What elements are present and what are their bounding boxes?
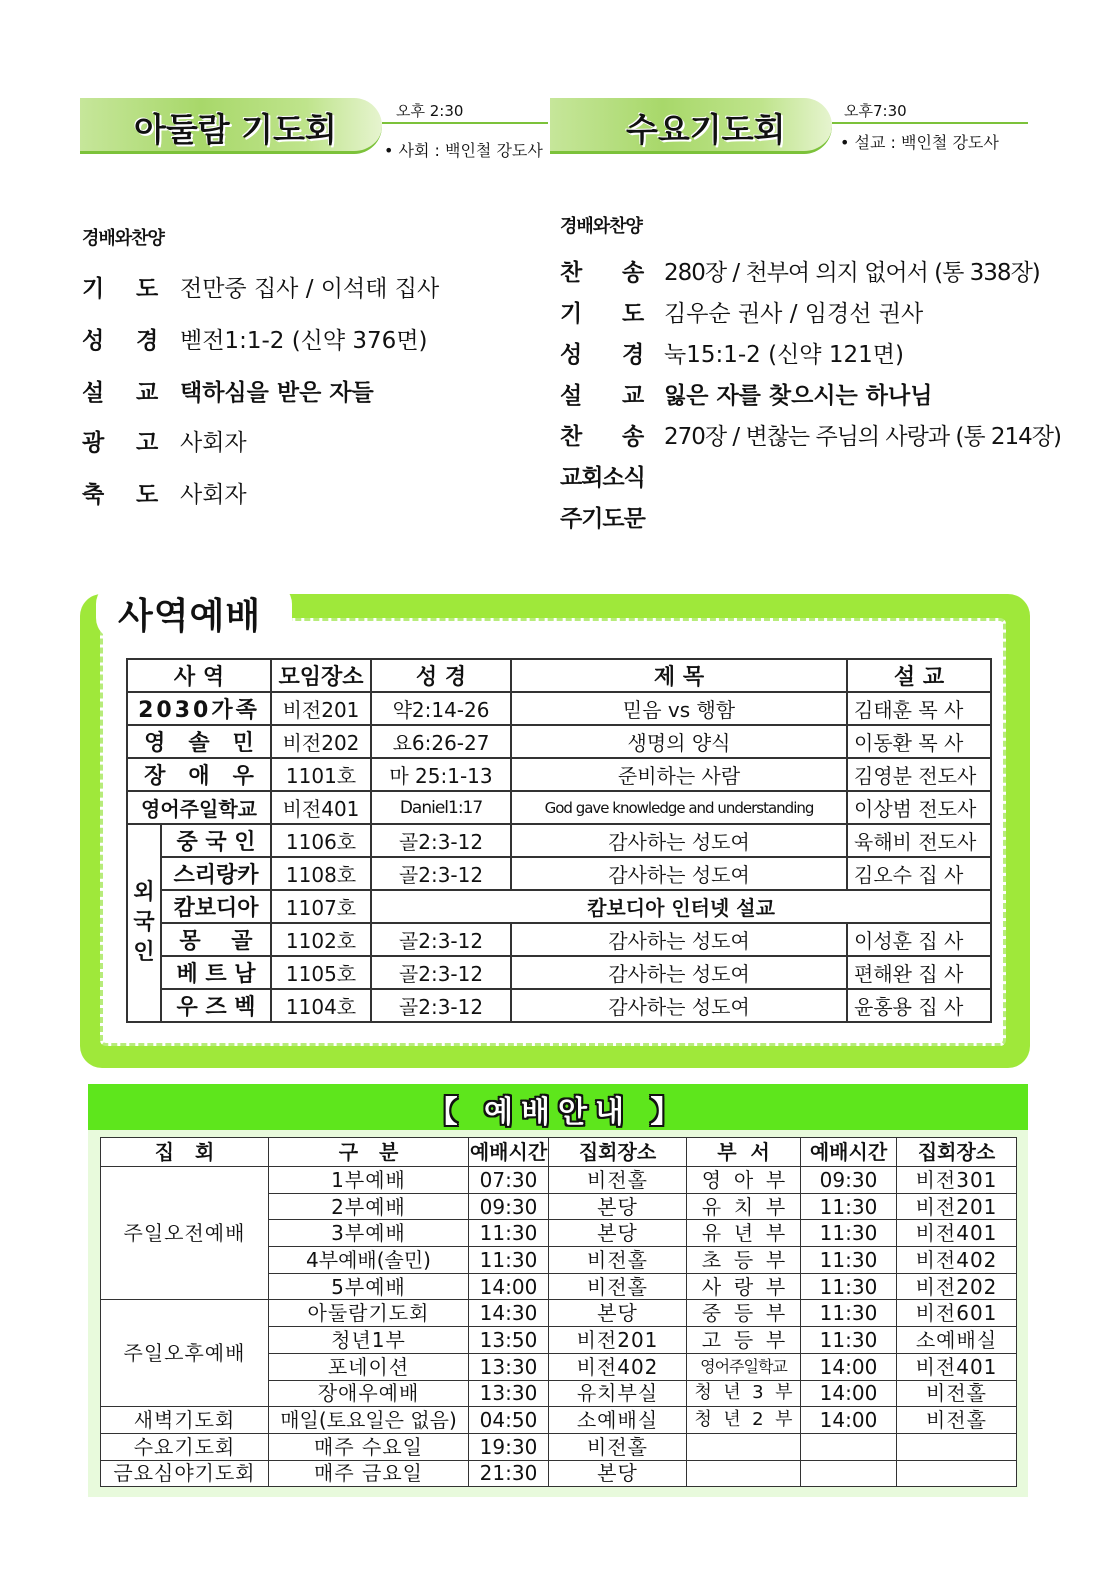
ministry-room: 1101호 xyxy=(271,758,371,791)
ministry-preacher: 이동환 목 사 xyxy=(847,725,991,758)
table-row xyxy=(127,725,991,758)
item-key: 경 xyxy=(622,342,645,368)
item-key: 도 xyxy=(622,301,645,327)
dept-place: 비전601 xyxy=(897,1300,1017,1327)
ministry-verse: 골2:3-12 xyxy=(371,824,511,857)
service-place: 비전201 xyxy=(549,1327,687,1354)
service-place: 비전홀 xyxy=(549,1247,687,1274)
item-value: 사회자 xyxy=(180,430,247,456)
dept-name: 유 년 부 xyxy=(687,1220,801,1247)
service-time: 09:30 xyxy=(469,1193,549,1220)
col-header: 구 분 xyxy=(269,1138,469,1167)
adoration-time: 오후 2:30 xyxy=(396,102,464,120)
dept-time: 14:00 xyxy=(801,1407,897,1434)
col-header: 집 회 xyxy=(101,1138,269,1167)
service-time: 13:50 xyxy=(469,1327,549,1354)
item-key: 송 xyxy=(622,260,645,286)
foreign-label xyxy=(127,824,161,1022)
table-row xyxy=(127,824,991,857)
sermon-title: 잃은 자를 찾으시는 하나님 xyxy=(664,383,933,409)
item-key: 성 xyxy=(560,342,583,368)
dept-place: 비전홀 xyxy=(897,1380,1017,1407)
col-header: 부 서 xyxy=(687,1138,801,1167)
item-key: 교 xyxy=(136,380,159,406)
dept-name: 영어주일학교 xyxy=(687,1353,801,1380)
service-place: 비전402 xyxy=(549,1353,687,1380)
col-header: 모임장소 xyxy=(271,659,371,692)
dept-name: 고 등 부 xyxy=(687,1327,801,1354)
adoration-leader: • 사회 : 백인철 강도사 xyxy=(384,141,543,160)
item-key: 기 xyxy=(560,301,583,327)
item-key: 송 xyxy=(622,424,645,450)
item-value: 눅15:1-2 (신약 121면) xyxy=(664,342,904,368)
guide-title: 【 예배안내 】 xyxy=(427,1095,689,1130)
table-row xyxy=(127,989,991,1022)
table-row xyxy=(101,1300,1017,1327)
guide-table xyxy=(100,1137,1017,1487)
service-kind: 5부예배 xyxy=(269,1273,469,1300)
table-row xyxy=(127,791,991,824)
service-kind: 3부예배 xyxy=(269,1220,469,1247)
service-place: 본당 xyxy=(549,1460,687,1487)
sermon-title: 택하심을 받은 자들 xyxy=(180,380,374,406)
item-value: 김우순 권사 / 임경선 권사 xyxy=(664,301,924,327)
table-row xyxy=(127,890,991,923)
service-time: 21:30 xyxy=(469,1460,549,1487)
wednesday-banner xyxy=(550,98,1030,158)
service-kind: 청년1부 xyxy=(269,1327,469,1354)
item-key: 설 xyxy=(82,380,105,406)
wednesday-item xyxy=(560,377,932,410)
dept-name: 중 등 부 xyxy=(687,1300,801,1327)
ministry-sermon: 감사하는 성도여 xyxy=(511,857,847,890)
dept-place: 비전201 xyxy=(897,1193,1017,1220)
wednesday-leader: • 설교 : 백인철 강도사 xyxy=(840,133,999,152)
dept-place: 비전301 xyxy=(897,1167,1017,1194)
col-header: 설 교 xyxy=(847,659,991,692)
item-key: 도 xyxy=(136,482,159,508)
table-row xyxy=(101,1460,1017,1487)
ministry-preacher: 이성훈 집 사 xyxy=(847,923,991,956)
col-header: 성 경 xyxy=(371,659,511,692)
ministry-verse: 골2:3-12 xyxy=(371,857,511,890)
table-header xyxy=(101,1138,1017,1167)
dept-time: 11:30 xyxy=(801,1247,897,1274)
service-place: 비전홀 xyxy=(549,1167,687,1194)
ministry-sermon: 감사하는 성도여 xyxy=(511,956,847,989)
wednesday-item xyxy=(560,336,904,369)
table-row xyxy=(127,923,991,956)
col-header: 제 목 xyxy=(511,659,847,692)
service-time: 11:30 xyxy=(469,1220,549,1247)
col-header: 사 역 xyxy=(127,659,271,692)
lords-prayer: 주기도문 xyxy=(560,506,645,532)
ministry-name: 몽 골 xyxy=(161,923,271,956)
empty-cell xyxy=(897,1460,1017,1487)
service-kind: 포네이션 xyxy=(269,1353,469,1380)
wednesday-item xyxy=(560,295,923,328)
service-time: 14:00 xyxy=(469,1273,549,1300)
item-key: 찬 xyxy=(560,260,583,286)
service-time: 11:30 xyxy=(469,1247,549,1274)
ministry-room: 1102호 xyxy=(271,923,371,956)
service-kind: 4부예배(솔민) xyxy=(269,1247,469,1274)
foreign-label-text: 외국인 xyxy=(133,880,155,965)
adoration-item xyxy=(82,270,439,303)
service-group: 새벽기도회 xyxy=(101,1407,269,1434)
ministry-name: 2030가족 xyxy=(127,692,271,725)
service-time: 07:30 xyxy=(469,1167,549,1194)
wednesday-item xyxy=(560,418,1061,451)
empty-cell xyxy=(687,1433,801,1460)
service-time: 04:50 xyxy=(469,1407,549,1434)
service-kind: 아둘람기도회 xyxy=(269,1300,469,1327)
item-key: 성 xyxy=(82,328,105,354)
divider xyxy=(382,122,548,124)
dept-time: 14:00 xyxy=(801,1353,897,1380)
empty-cell xyxy=(801,1460,897,1487)
ministry-merged-note: 캄보디아 인터넷 설교 xyxy=(371,890,991,923)
dept-place: 소예배실 xyxy=(897,1327,1017,1354)
item-key: 광 xyxy=(82,430,105,456)
ministry-name: 우 즈 벡 xyxy=(161,989,271,1022)
item-value: 사회자 xyxy=(180,482,247,508)
service-kind: 매주 금요일 xyxy=(269,1460,469,1487)
ministry-room: 1107호 xyxy=(271,890,371,923)
ministry-room: 1104호 xyxy=(271,989,371,1022)
ministry-room: 비전401 xyxy=(271,791,371,824)
ministry-title: 사역예배 xyxy=(118,596,262,637)
table-row xyxy=(127,956,991,989)
wednesday-time: 오후7:30 xyxy=(844,102,907,120)
dept-place: 비전401 xyxy=(897,1353,1017,1380)
ministry-verse: 골2:3-12 xyxy=(371,923,511,956)
ministry-preacher: 편해완 집 사 xyxy=(847,956,991,989)
service-group: 금요심야기도회 xyxy=(101,1460,269,1487)
service-kind: 매주 수요일 xyxy=(269,1433,469,1460)
ministry-room: 1108호 xyxy=(271,857,371,890)
ministry-name: 캄보디아 xyxy=(161,890,271,923)
service-group: 주일오전예배 xyxy=(101,1167,269,1300)
item-value: 벧전1:1-2 (신약 376면) xyxy=(180,328,428,354)
service-group: 수요기도회 xyxy=(101,1433,269,1460)
ministry-room: 1106호 xyxy=(271,824,371,857)
service-place: 유치부실 xyxy=(549,1380,687,1407)
service-time: 14:30 xyxy=(469,1300,549,1327)
table-row xyxy=(101,1433,1017,1460)
ministry-verse: 요6:26-27 xyxy=(371,725,511,758)
service-time: 19:30 xyxy=(469,1433,549,1460)
service-time: 13:30 xyxy=(469,1353,549,1380)
service-place: 비전홀 xyxy=(549,1433,687,1460)
item-key: 교 xyxy=(622,383,645,409)
dept-place: 비전402 xyxy=(897,1247,1017,1274)
ministry-sermon: 준비하는 사람 xyxy=(511,758,847,791)
ministry-sermon: 감사하는 성도여 xyxy=(511,989,847,1022)
ministry-name: 영어주일학교 xyxy=(127,791,271,824)
ministry-preacher: 김오수 집 사 xyxy=(847,857,991,890)
item-value: 280장 / 천부여 의지 없어서 (통 338장) xyxy=(664,260,1040,286)
service-place: 소예배실 xyxy=(549,1407,687,1434)
item-key: 찬 xyxy=(560,424,583,450)
ministry-preacher: 김태훈 목 사 xyxy=(847,692,991,725)
ministry-name: 스리랑카 xyxy=(161,857,271,890)
dept-name: 청 년 2 부 xyxy=(687,1407,801,1434)
wednesday-item xyxy=(560,254,1040,287)
service-kind: 1부예배 xyxy=(269,1167,469,1194)
service-time: 13:30 xyxy=(469,1380,549,1407)
adoration-item xyxy=(82,322,428,355)
ministry-preacher: 윤홍용 집 사 xyxy=(847,989,991,1022)
item-value: 전만중 집사 / 이석태 집사 xyxy=(180,276,440,302)
item-value: 270장 / 변찮는 주님의 사랑과 (통 214장) xyxy=(664,424,1061,450)
divider xyxy=(832,122,1028,124)
item-key: 고 xyxy=(136,430,159,456)
item-key: 경 xyxy=(136,328,159,354)
wednesday-section-label: 경배와찬양 xyxy=(560,216,642,237)
ministry-verse: Daniel1:17 xyxy=(371,791,511,824)
empty-cell xyxy=(687,1460,801,1487)
service-kind: 장애우예배 xyxy=(269,1380,469,1407)
ministry-verse: 약2:14-26 xyxy=(371,692,511,725)
item-key: 축 xyxy=(82,482,105,508)
ministry-name: 장 애 우 xyxy=(127,758,271,791)
dept-name: 사 랑 부 xyxy=(687,1273,801,1300)
ministry-verse: 골2:3-12 xyxy=(371,956,511,989)
adoration-title: 아둘람 기도회 xyxy=(134,110,337,149)
ministry-sermon: 생명의 양식 xyxy=(511,725,847,758)
ministry-room: 비전201 xyxy=(271,692,371,725)
service-place: 비전홀 xyxy=(549,1273,687,1300)
adoration-item xyxy=(82,424,247,457)
dept-time: 11:30 xyxy=(801,1193,897,1220)
dept-name: 유 치 부 xyxy=(687,1193,801,1220)
dept-time: 09:30 xyxy=(801,1167,897,1194)
ministry-sermon: 감사하는 성도여 xyxy=(511,824,847,857)
item-key: 도 xyxy=(136,276,159,302)
dept-place: 비전202 xyxy=(897,1273,1017,1300)
ministry-preacher: 김영분 전도사 xyxy=(847,758,991,791)
service-group: 주일오후예배 xyxy=(101,1300,269,1407)
adoration-banner xyxy=(80,98,550,158)
wednesday-title: 수요기도회 xyxy=(626,110,786,149)
dept-time: 11:30 xyxy=(801,1327,897,1354)
ministry-preacher: 이상범 전도사 xyxy=(847,791,991,824)
ministry-verse: 마 25:1-13 xyxy=(371,758,511,791)
ministry-room: 비전202 xyxy=(271,725,371,758)
dept-place: 비전홀 xyxy=(897,1407,1017,1434)
table-header xyxy=(127,659,991,692)
empty-cell xyxy=(897,1433,1017,1460)
table-row xyxy=(127,692,991,725)
service-kind: 2부예배 xyxy=(269,1193,469,1220)
item-key: 기 xyxy=(82,276,105,302)
service-place: 본당 xyxy=(549,1193,687,1220)
service-place: 본당 xyxy=(549,1220,687,1247)
ministry-name: 중 국 인 xyxy=(161,824,271,857)
adoration-section-label: 경배와찬양 xyxy=(82,228,164,249)
ministry-table xyxy=(126,658,992,1023)
ministry-verse: 골2:3-12 xyxy=(371,989,511,1022)
col-header: 예배시간 xyxy=(801,1138,897,1167)
ministry-sermon: God gave knowledge and understanding xyxy=(511,791,847,824)
service-kind: 매일(토요일은 없음) xyxy=(269,1407,469,1434)
ministry-sermon: 감사하는 성도여 xyxy=(511,923,847,956)
col-header: 집회장소 xyxy=(897,1138,1017,1167)
item-key: 설 xyxy=(560,383,583,409)
ministry-sermon: 믿음 vs 행함 xyxy=(511,692,847,725)
dept-time: 14:00 xyxy=(801,1380,897,1407)
col-header: 집회장소 xyxy=(549,1138,687,1167)
dept-name: 초 등 부 xyxy=(687,1247,801,1274)
dept-name: 영 아 부 xyxy=(687,1167,801,1194)
col-header: 예배시간 xyxy=(469,1138,549,1167)
empty-cell xyxy=(801,1433,897,1460)
dept-place: 비전401 xyxy=(897,1220,1017,1247)
ministry-name: 베 트 남 xyxy=(161,956,271,989)
dept-time: 11:30 xyxy=(801,1273,897,1300)
dept-time: 11:30 xyxy=(801,1300,897,1327)
ministry-room: 1105호 xyxy=(271,956,371,989)
table-row xyxy=(127,857,991,890)
adoration-item xyxy=(82,374,374,407)
ministry-name: 영 솔 민 xyxy=(127,725,271,758)
table-row xyxy=(127,758,991,791)
service-place: 본당 xyxy=(549,1300,687,1327)
table-row xyxy=(101,1167,1017,1194)
table-row xyxy=(101,1407,1017,1434)
dept-time: 11:30 xyxy=(801,1220,897,1247)
adoration-item xyxy=(82,476,247,509)
ministry-preacher: 육해비 전도사 xyxy=(847,824,991,857)
dept-name: 청 년 3 부 xyxy=(687,1380,801,1407)
church-news: 교회소식 xyxy=(560,465,645,491)
